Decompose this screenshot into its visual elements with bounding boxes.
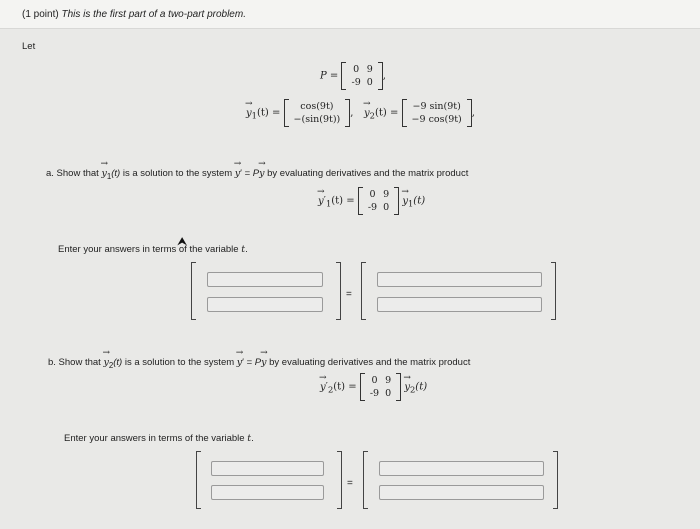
part-a-derivative-top-input[interactable] xyxy=(207,272,323,287)
part-a-question: a. Show that → $y_1(t)$ is a solution to the system → y′ = P→ y by evaluating derivatives and the matrix product xyxy=(46,168,468,181)
part-b-derivative-bottom-input[interactable] xyxy=(211,485,324,500)
matrix-p-label: P = xyxy=(320,70,339,82)
part-b-product-top-input[interactable] xyxy=(379,461,544,476)
y2-vector: −9 sin(9t) −9 cos(9t) xyxy=(402,99,472,127)
y1-vector: cos(9t) −(sin(9t)) xyxy=(284,99,351,127)
part-b-left-bracket xyxy=(196,451,342,509)
part-a-product-top-input[interactable] xyxy=(377,272,542,287)
part-a-equation: → $y'_1(t)$ = 0 9 -9 0 → $y_1(t)$ xyxy=(318,187,425,215)
mouse-cursor-icon: ⮝ xyxy=(177,234,188,248)
matrix-p: 0 9 -9 0 xyxy=(341,62,382,90)
part-b-equation: → $y'_2(t)$ = 0 9 -9 0 → $y_2(t)$ xyxy=(320,373,427,401)
part-b-product-bottom-input[interactable] xyxy=(379,485,544,500)
problem-intro: (1 point) This is the first part of a two-part problem. xyxy=(22,9,246,20)
y1-definition: → $y_1(t)$ = cos(9t) −(sin(9t)) , xyxy=(246,99,353,127)
part-b-matrix: 0 9 -9 0 xyxy=(360,373,401,401)
part-b-derivative-top-input[interactable] xyxy=(211,461,324,476)
part-b-instructions: Enter your answers in terms of the variable t. xyxy=(64,433,254,444)
part-a-instructions: Enter your answers in terms of the variable t. xyxy=(58,244,248,255)
part-a-equals: = xyxy=(346,289,352,300)
part-a-product-bottom-input[interactable] xyxy=(377,297,542,312)
matrix-p-definition: P = 0 9 -9 0 , xyxy=(320,64,386,88)
part-a-derivative-bottom-input[interactable] xyxy=(207,297,323,312)
let-label: Let xyxy=(22,41,36,52)
part-a-matrix: 0 9 -9 0 xyxy=(358,187,399,215)
part-b-question: b. Show that → $y_2(t)$ is a solution to the system → y′ = P→ y by evaluating derivatives and the matrix product xyxy=(48,357,470,370)
part-b-equals: = xyxy=(347,478,353,489)
part-b-right-bracket xyxy=(363,451,558,509)
problem-header xyxy=(0,0,700,29)
y2-definition: → $y_2(t)$ = −9 sin(9t) −9 cos(9t) , xyxy=(364,99,475,127)
